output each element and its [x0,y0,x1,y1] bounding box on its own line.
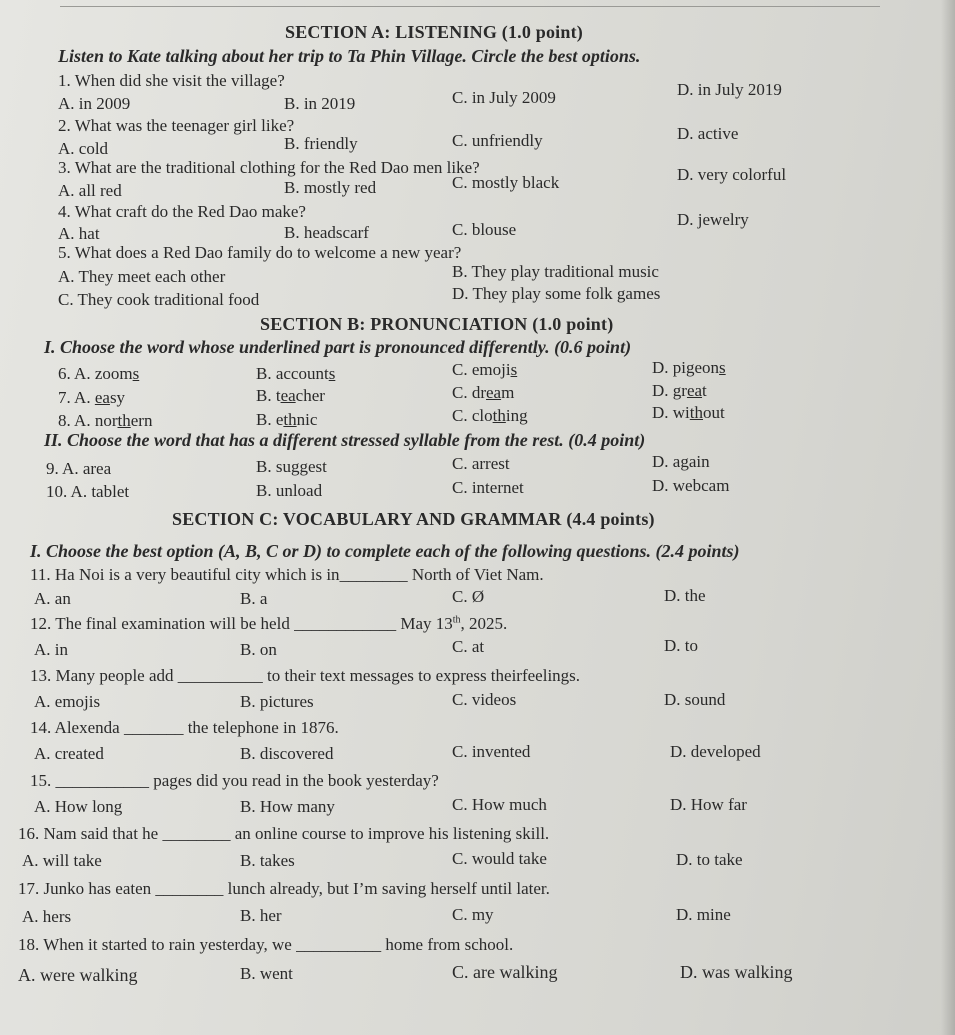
q15-option-d[interactable]: D. How far [670,795,747,814]
q3-text: 3. What are the traditional clothing for the Red Dao men like? [58,158,480,177]
q9-option-d[interactable]: D. again [652,452,710,471]
q6-option-c[interactable]: C. emojis [452,360,518,379]
q8-option-b[interactable]: B. ethnic [256,410,318,429]
q10-option-d[interactable]: D. webcam [652,476,730,495]
q5-option-b[interactable]: B. They play traditional music [452,262,659,281]
q14-option-b[interactable]: B. discovered [240,744,334,763]
q17-option-d[interactable]: D. mine [676,905,731,924]
q14-option-d[interactable]: D. developed [670,742,761,761]
q8-option-a[interactable]: 8. A. northern [58,411,153,430]
q11-text: 11. Ha Noi is a very beautiful city which is in________ North of Viet Nam. [30,565,544,584]
q6-option-b[interactable]: B. accounts [256,364,336,383]
q11-option-b[interactable]: B. a [240,589,268,608]
q4-option-b[interactable]: B. headscarf [284,223,369,242]
section-a-instruction: Listen to Kate talking about her trip to Ta Phin Village. Circle the best options. [58,46,641,66]
q1-option-a[interactable]: A. in 2009 [58,94,131,113]
q15-text: 15. ___________ pages did you read in the book yesterday? [30,771,439,790]
q18-blank[interactable]: __________ [296,935,382,954]
q7-option-c[interactable]: C. dream [452,383,515,402]
q18-option-c[interactable]: C. are walking [452,962,558,982]
q14-option-c[interactable]: C. invented [452,742,531,761]
q15-blank[interactable]: ___________ [55,771,149,790]
q4-text: 4. What craft do the Red Dao make? [58,202,306,221]
q4-option-c[interactable]: C. blouse [452,220,517,239]
q13-option-b[interactable]: B. pictures [240,692,314,711]
q2-option-b[interactable]: B. friendly [284,134,358,153]
q17-option-a[interactable]: A. hers [22,907,72,926]
q14-option-a[interactable]: A. created [34,744,104,763]
q12-blank[interactable]: ____________ [294,614,397,633]
q11-option-a[interactable]: A. an [34,589,71,608]
q13-option-d[interactable]: D. sound [664,690,726,709]
q2-option-d[interactable]: D. active [677,124,739,143]
q11-option-c[interactable]: C. Ø [452,587,485,606]
q1-option-d[interactable]: D. in July 2019 [677,80,782,99]
section-b-instruction-1: I. Choose the word whose underlined part is pronounced differently. (0.6 point) [44,337,632,357]
q13-option-c[interactable]: C. videos [452,690,517,709]
q3-option-d[interactable]: D. very colorful [677,165,787,184]
q10-option-c[interactable]: C. internet [452,478,524,497]
q10-option-b[interactable]: B. unload [256,481,323,500]
q3-option-b[interactable]: B. mostly red [284,178,377,197]
q7-option-a[interactable]: 7. A. easy [58,388,126,407]
q18-text: 18. When it started to rain yesterday, we __________ home from school. [18,935,514,954]
q8-option-c[interactable]: C. clothing [452,406,528,425]
q13-blank[interactable]: __________ [177,666,263,685]
q14-text: 14. Alexenda _______ the telephone in 1876. [30,718,339,737]
q8-option-d[interactable]: D. without [652,403,725,422]
page-edge-shadow [941,0,955,1035]
q16-option-b[interactable]: B. takes [240,851,295,870]
q7-option-d[interactable]: D. great [652,381,707,400]
q18-option-b[interactable]: B. went [240,964,293,983]
q11-blank[interactable]: ________ [339,565,408,584]
q17-text: 17. Junko has eaten ________ lunch already, but I’m saving herself until later. [18,879,550,898]
q18-option-d[interactable]: D. was walking [680,962,793,982]
top-rule [60,6,880,7]
q5-option-c[interactable]: C. They cook traditional food [58,290,260,309]
section-c-title: SECTION C: VOCABULARY AND GRAMMAR (4.4 points) [172,509,655,529]
q4-option-d[interactable]: D. jewelry [677,210,749,229]
q2-text: 2. What was the teenager girl like? [58,116,295,135]
q2-option-c[interactable]: C. unfriendly [452,131,543,150]
q12-option-c[interactable]: C. at [452,637,485,656]
q6-option-d[interactable]: D. pigeons [652,358,726,377]
q12-option-a[interactable]: A. in [34,640,68,659]
q17-option-b[interactable]: B. her [240,906,282,925]
q12-option-b[interactable]: B. on [240,640,277,659]
q12-option-d[interactable]: D. to [664,636,698,655]
q13-option-a[interactable]: A. emojis [34,692,101,711]
section-b-title: SECTION B: PRONUNCIATION (1.0 point) [260,314,614,334]
q3-option-c[interactable]: C. mostly black [452,173,560,192]
q18-option-a[interactable]: A. were walking [18,965,138,985]
q5-option-d[interactable]: D. They play some folk games [452,284,661,303]
q6-option-a[interactable]: 6. A. zooms [58,364,140,383]
q16-option-c[interactable]: C. would take [452,849,547,868]
q9-option-a[interactable]: 9. A. area [46,459,112,478]
q9-option-c[interactable]: C. arrest [452,454,510,473]
q3-option-a[interactable]: A. all red [58,181,122,200]
q15-option-a[interactable]: A. How long [34,797,123,816]
q5-text: 5. What does a Red Dao family do to welcome a new year? [58,243,462,262]
q9-option-b[interactable]: B. suggest [256,457,327,476]
q16-option-d[interactable]: D. to take [676,850,743,869]
section-b-instruction-2: II. Choose the word that has a different stressed syllable from the rest. (0.4 point) [44,430,646,450]
q1-option-c[interactable]: C. in July 2009 [452,88,556,107]
q17-blank[interactable]: ________ [155,879,224,898]
q14-blank[interactable]: _______ [123,718,184,737]
section-a-title: SECTION A: LISTENING (1.0 point) [285,22,583,42]
section-c-instruction: I. Choose the best option (A, B, C or D) to complete each of the following questions. (2.4 points) [30,541,740,561]
q16-text: 16. Nam said that he ________ an online course to improve his listening skill. [18,824,550,843]
q5-option-a[interactable]: A. They meet each other [58,267,226,286]
q11-option-d[interactable]: D. the [664,586,706,605]
q7-option-b[interactable]: B. teacher [256,386,325,405]
q12-text: 12. The final examination will be held ____________ May 13th, 2025. [30,614,508,633]
q1-option-b[interactable]: B. in 2019 [284,94,356,113]
q16-blank[interactable]: ________ [162,824,231,843]
q4-option-a[interactable]: A. hat [58,224,100,243]
q15-option-c[interactable]: C. How much [452,795,547,814]
q13-text: 13. Many people add __________ to their text messages to express theirfeelings. [30,666,581,685]
q2-option-a[interactable]: A. cold [58,139,109,158]
q1-text: 1. When did she visit the village? [58,71,285,90]
q15-option-b[interactable]: B. How many [240,797,335,816]
q10-option-a[interactable]: 10. A. tablet [46,482,130,501]
q16-option-a[interactable]: A. will take [22,851,102,870]
q17-option-c[interactable]: C. my [452,905,494,924]
